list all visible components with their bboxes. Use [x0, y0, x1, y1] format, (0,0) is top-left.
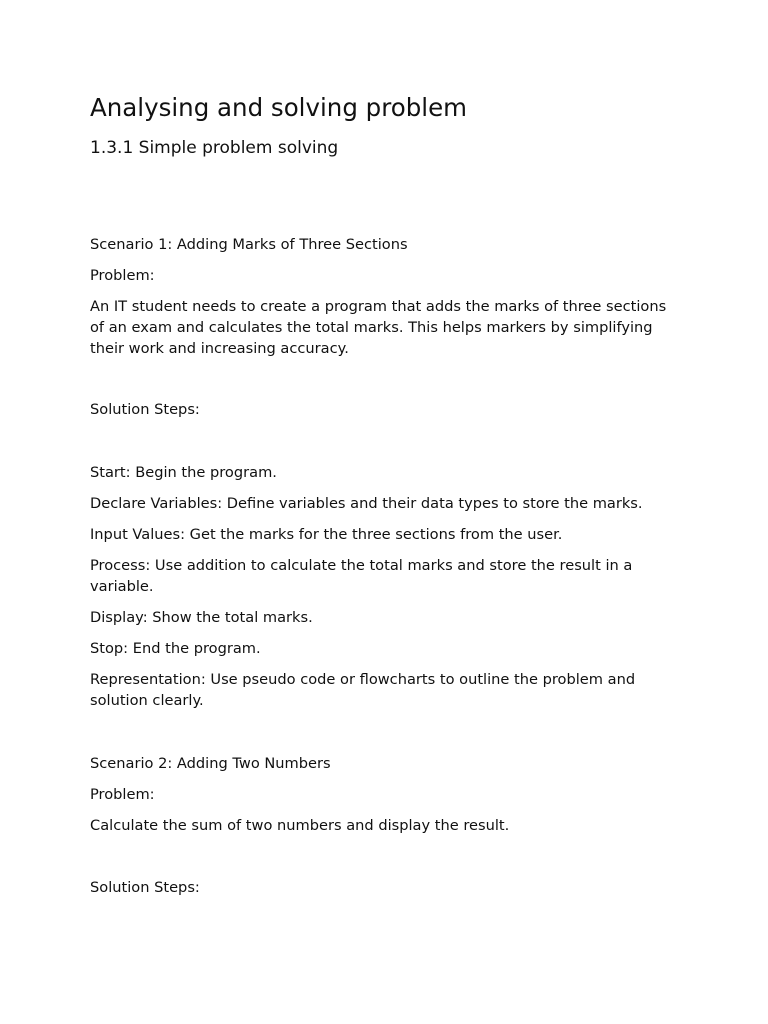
- section-subtitle: 1.3.1 Simple problem solving: [90, 138, 339, 158]
- scenario-2-heading: Scenario 2: Adding Two Numbers: [90, 755, 331, 772]
- scenario-1-step: Stop: End the program.: [90, 640, 261, 657]
- scenario-1-solution-label: Solution Steps:: [90, 401, 200, 418]
- scenario-1-heading: Scenario 1: Adding Marks of Three Sections: [90, 236, 408, 253]
- document-title: Analysing and solving problem: [90, 93, 468, 122]
- scenario-1-step: Display: Show the total marks.: [90, 609, 313, 626]
- scenario-2-solution-label: Solution Steps:: [90, 879, 200, 896]
- scenario-1-step: Start: Begin the program.: [90, 464, 277, 481]
- document-page: [90, 0, 680, 1024]
- scenario-1-step: Input Values: Get the marks for the three sections from the user.: [90, 526, 563, 543]
- scenario-1-step: Declare Variables: Define variables and their data types to store the marks.: [90, 495, 643, 512]
- scenario-2-problem-text: Calculate the sum of two numbers and display the result.: [90, 817, 510, 834]
- scenario-1-step: Process: Use addition to calculate the total marks and store the result in a variable.: [90, 557, 633, 595]
- scenario-1-problem-label: Problem:: [90, 267, 155, 284]
- scenario-1-step: Representation: Use pseudo code or flowcharts to outline the problem and solution clearly.: [90, 671, 636, 709]
- scenario-1-problem-text: An IT student needs to create a program that adds the marks of three sections of an exam and calculates the total marks. This helps markers by simplifying their work and increasing accuracy.: [90, 298, 667, 357]
- scenario-2-problem-label: Problem:: [90, 786, 155, 803]
